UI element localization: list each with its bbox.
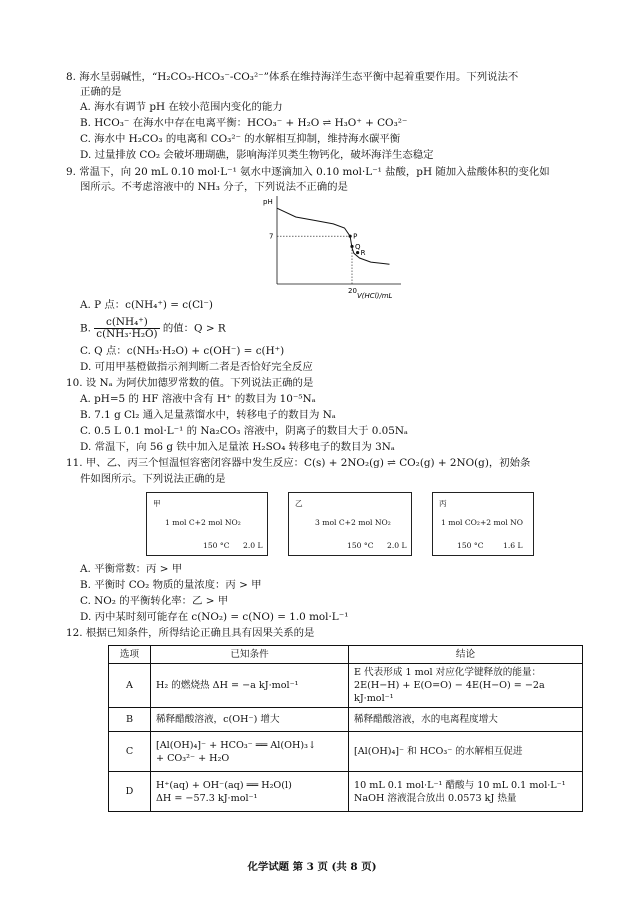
q11-option-b: B. 平衡时 CO₂ 物质的量浓度：丙 > 甲 — [80, 579, 262, 591]
condition-line: 稀释醋酸溶液，c(OH⁻) 增大 — [156, 714, 280, 725]
header-condition: 已知条件 — [151, 646, 349, 664]
q9-option-b — [80, 317, 226, 340]
q9-stem-line1: 9. 常温下，向 20 mL 0.10 mol·L⁻¹ 氨水中逐滴加入 0.10 mol·L⁻¹ 盐酸，pH 随加入盐酸体积的变化如 — [66, 166, 550, 178]
q8-option-a: A. 海水有调节 pH 在较小范围内变化的能力 — [80, 101, 283, 113]
row-condition — [151, 664, 349, 708]
row-condition — [151, 708, 349, 732]
q10-option-d: D. 常温下，向 56 g 铁中加入足量浓 H₂SO₄ 转移电子的数目为 3Nₐ — [80, 441, 395, 453]
container-name: 乙 — [295, 499, 303, 508]
container-temp: 150 °C — [347, 541, 374, 550]
container-volume: 2.0 L — [387, 541, 407, 550]
q8-option-d: D. 过量排放 CO₂ 会破坏珊瑚礁，影响海洋贝类生物钙化，破坏海洋生态稳定 — [80, 149, 434, 161]
q8-option-c: C. 海水中 H₂CO₃ 的电离和 CO₃²⁻ 的水解相互抑制，维持海水碳平衡 — [80, 133, 401, 145]
point-q — [350, 245, 353, 248]
q9-option-b-prefix: B. — [80, 322, 91, 335]
row-option: D — [109, 772, 151, 812]
q11-stem-line2: 件如图所示。下列说法正确的是 — [80, 473, 226, 485]
row-conclusion — [349, 708, 583, 732]
conclusion-line: E 代表形成 1 mol 对应化学键释放的能量： — [354, 667, 542, 678]
conclusion-line: [Al(OH)₄]⁻ 和 HCO₃⁻ 的水解相互促进 — [354, 746, 523, 757]
row-condition — [151, 732, 349, 772]
container-volume: 2.0 L — [243, 541, 263, 550]
row-option: C — [109, 732, 151, 772]
header-conclusion: 结论 — [349, 646, 583, 664]
container-content: 3 mol C+2 mol NO₂ — [315, 518, 391, 527]
titration-curve — [277, 208, 390, 264]
container-name: 丙 — [439, 499, 447, 508]
container-name: 甲 — [153, 499, 161, 508]
row-option: A — [109, 664, 151, 708]
condition-line: ΔH = −57.3 kJ·mol⁻¹ — [156, 792, 258, 804]
container-yi — [288, 492, 412, 556]
y-axis-label: pH — [263, 198, 273, 206]
q11-option-c: C. NO₂ 的平衡转化率：乙 > 甲 — [80, 595, 229, 607]
container-jia — [146, 492, 268, 556]
conclusion-line: 10 mL 0.1 mol·L⁻¹ 醋酸与 10 mL 0.1 mol·L⁻¹ — [354, 779, 566, 791]
container-temp: 150 °C — [203, 541, 230, 550]
q9-option-d: D. 可用甲基橙做指示剂判断二者是否恰好完全反应 — [80, 361, 313, 373]
q12-stem: 12. 根据已知条件，所得结论正确且具有因果关系的是 — [66, 627, 315, 639]
q8-stem-line2: 正确的是 — [80, 86, 122, 98]
row-conclusion — [349, 732, 583, 772]
container-volume: 1.6 L — [503, 541, 523, 550]
q10-option-a: A. pH=5 的 HF 溶液中含有 H⁺ 的数目为 10⁻⁵Nₐ — [80, 393, 316, 405]
ph-titration-chart — [255, 192, 405, 302]
q9-option-b-fraction — [94, 317, 159, 340]
q11-option-d: D. 丙中某时刻可能存在 c(NO₂) = c(NO) = 1.0 mol·L⁻¹ — [80, 611, 349, 623]
conclusion-line: 2E(H−H) + E(O=O) − 4E(H−O) = −2a kJ·mol⁻¹ — [354, 680, 545, 704]
row-option: B — [109, 708, 151, 732]
q9-option-c: C. Q 点：c(NH₃·H₂O) + c(OH⁻) = c(H⁺) — [80, 345, 285, 357]
q9-option-b-suffix: 的值：Q > R — [162, 322, 226, 335]
page-footer: 化学试题 第 3 页 (共 8 页) — [247, 861, 377, 873]
container-content: 1 mol CO₂+2 mol NO — [441, 518, 524, 527]
q9-option-a: A. P 点：c(NH₄⁺) = c(Cl⁻) — [80, 299, 213, 311]
conclusion-line: NaOH 溶液混合放出 0.0573 kJ 热量 — [354, 792, 517, 804]
x-axis-label: V(HCl)/mL — [357, 292, 393, 300]
point-label-p: P — [353, 232, 358, 241]
q10-stem: 10. 设 Nₐ 为阿伏加德罗常数的值。下列说法正确的是 — [66, 377, 314, 389]
q12-table — [108, 645, 583, 812]
header-option: 选项 — [109, 646, 151, 664]
q9-stem-line2: 图所示。不考虑溶液中的 NH₃ 分子，下列说法不正确的是 — [80, 181, 348, 193]
condition-line: [Al(OH)₄]⁻ + HCO₃⁻ ══ Al(OH)₃↓ — [156, 739, 316, 751]
row-conclusion — [349, 664, 583, 708]
condition-line: H⁺(aq) + OH⁻(aq) ══ H₂O(l) — [156, 779, 292, 791]
table-row — [109, 772, 583, 812]
q8-stem-line1: 8. 海水呈弱碱性，“H₂CO₃-HCO₃⁻-CO₃²⁻”体系在维持海洋生态平衡中起着重要作用。下列说法不 — [66, 71, 519, 83]
x-tick-label: 20 — [348, 287, 357, 295]
y-tick-label: 7 — [269, 232, 274, 241]
fraction-numerator: c(NH₄⁺) — [94, 317, 159, 329]
condition-line: H₂ 的燃烧热 ΔH = −a kJ·mol⁻¹ — [156, 680, 299, 691]
condition-line: + CO₃²⁻ + H₂O — [156, 752, 230, 764]
q10-option-b: B. 7.1 g Cl₂ 通入足量蒸馏水中，转移电子的数目为 Nₐ — [80, 409, 336, 421]
row-condition — [151, 772, 349, 812]
point-label-r: R — [360, 249, 366, 258]
point-p — [349, 235, 352, 238]
q10-option-c: C. 0.5 L 0.1 mol·L⁻¹ 的 Na₂CO₃ 溶液中，阴离子的数目大于 0.05Nₐ — [80, 425, 408, 437]
table-header-row — [109, 646, 583, 664]
point-label-q: Q — [355, 242, 361, 251]
fraction-denominator: c(NH₃·H₂O) — [96, 328, 158, 340]
container-bing — [432, 492, 534, 556]
q11-stem-line1: 11. 甲、乙、丙三个恒温恒容密闭容器中发生反应：C(s) + 2NO₂(g) ⇌ CO₂(g) + 2NO(g)，初始条 — [66, 457, 531, 469]
conclusion-line: 稀释醋酸溶液，水的电离程度增大 — [354, 714, 498, 725]
container-temp: 150 °C — [457, 541, 484, 550]
container-content: 1 mol C+2 mol NO₂ — [165, 518, 241, 527]
point-r — [356, 251, 359, 254]
table-row — [109, 732, 583, 772]
table-row — [109, 664, 583, 708]
row-conclusion — [349, 772, 583, 812]
q8-option-b: B. HCO₃⁻ 在海水中存在电离平衡：HCO₃⁻ + H₂O ⇌ H₃O⁺ + CO₃²⁻ — [80, 117, 408, 129]
q11-option-a: A. 平衡常数：丙 > 甲 — [80, 563, 183, 575]
table-row — [109, 708, 583, 732]
